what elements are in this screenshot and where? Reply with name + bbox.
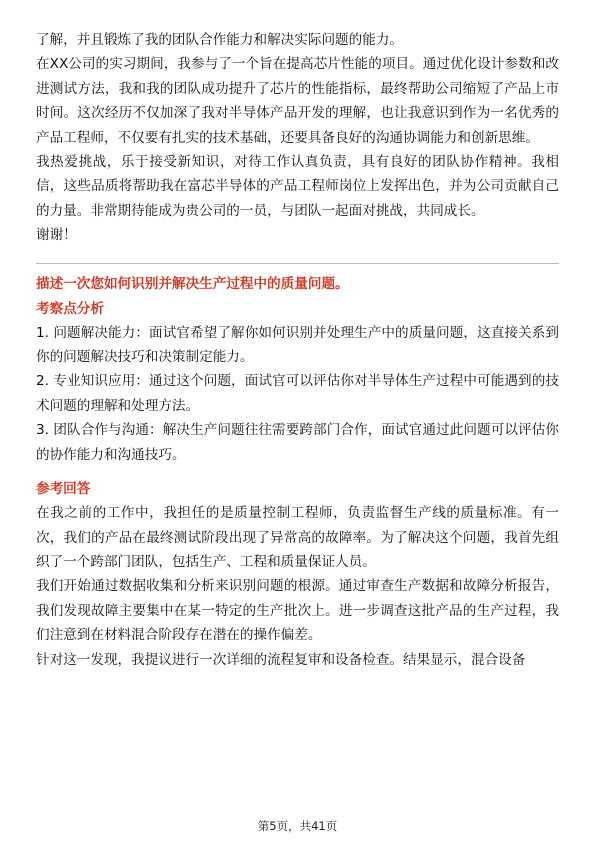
- section-divider: [36, 263, 559, 264]
- intro-paragraph: 谢谢！: [36, 227, 77, 244]
- page-number: 第5页，共41页: [257, 819, 338, 833]
- question-heading: 描述一次您如何识别并解决生产过程中的质量问题。: [36, 275, 349, 292]
- document-page: [36, 28, 559, 672]
- analysis-item: 2. 专业知识应用：通过这个问题，面试官可以评估你对半导体生产过程中可能遇到的技术问题的理解和处理方法。: [36, 373, 559, 414]
- analysis-item: 1. 问题解决能力：面试官希望了解你如何识别并处理生产中的质量问题，这直接关系到你的问题解决技巧和决策制定能力。: [36, 324, 559, 366]
- answer-paragraph: 我们开始通过数据收集和分析来识别问题的根源。通过审查生产数据和故障分析报告，我们发现故障主要集中在某一特定的生产批次上。进一步调查这批产品的生产过程，我们注意到在材料混合阶段存在潜在的操作偏差。: [36, 578, 559, 644]
- answer-paragraph: 针对这一发现，我提议进行一次详细的流程复审和设备检查。结果显示，混合设备: [36, 651, 526, 668]
- analysis-title: 考察点分析: [36, 300, 104, 317]
- spacer: [36, 467, 559, 477]
- intro-paragraph: 了解，并且锻炼了我的团队合作能力和解决实际问题的能力。: [36, 32, 404, 48]
- intro-paragraph: 在XX公司的实习期间，我参与了一个旨在提高芯片性能的项目。通过优化设计参数和改进测试方法，我和我的团队成功提升了芯片的性能指标，最终帮助公司缩短了产品上市时间。这次经历不仅加深了我对半导体产品开发的理解，也让我意识到作为一名优秀的产品工程师，不仅要有扎实的技术基础，还要具备良好的沟通协调能力和创新思维。: [36, 56, 559, 146]
- answer-title: 参考回答: [36, 481, 91, 498]
- analysis-item: 3. 团队合作与沟通：解决生产问题往往需要跨部门合作，面试官通过此问题可以评估你的协作能力和沟通技巧。: [36, 422, 559, 463]
- answer-paragraph: 在我之前的工作中，我担任的是质量控制工程师，负责监督生产线的质量标准。有一次，我们的产品在最终测试阶段出现了异常高的故障率。为了解决这个问题，我首先组织了一个跨部门团队，包括生产、工程和质量保证人员。: [36, 505, 559, 570]
- intro-paragraph: 我热爱挑战，乐于接受新知识，对待工作认真负责，具有良好的团队协作精神。我相信，这些品质将帮助我在富芯半导体的产品工程师岗位上发挥出色，并为公司贡献自己的力量。非常期待能成为贵公司的一员，与团队一起面对挑战，共同成长。: [36, 154, 559, 219]
